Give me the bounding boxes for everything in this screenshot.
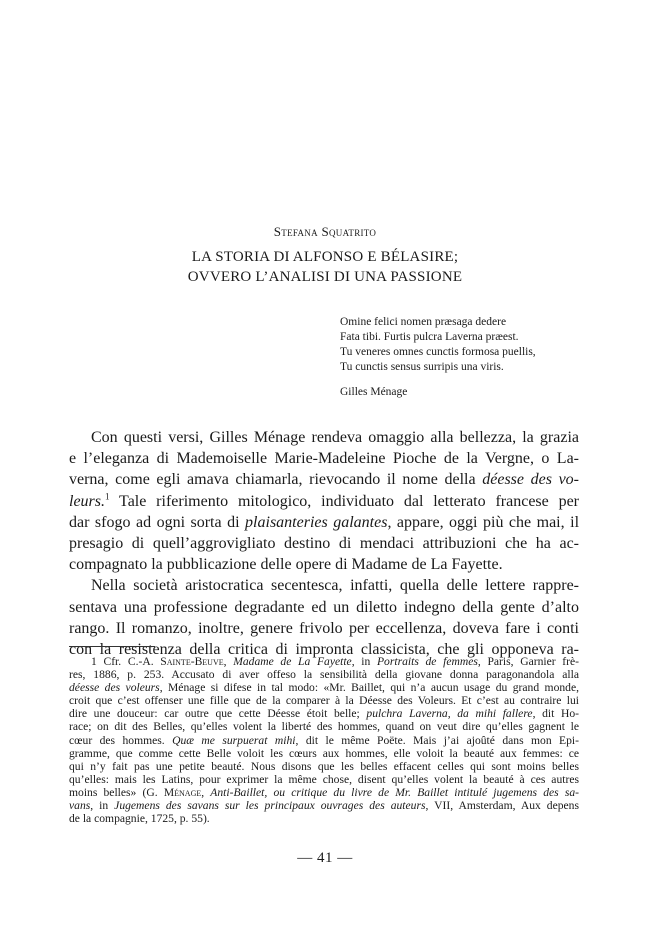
footnotes bbox=[69, 655, 579, 825]
footnote-line: qu’elles: mais les Latins, pour exprimer la même chose, disent qu’elles volent la beauté à ces autres bbox=[69, 772, 579, 786]
body-italic-span: plaisanteries galantes bbox=[245, 513, 388, 531]
body-line bbox=[69, 469, 579, 490]
footnote-line: res, 1886, p. 253. Accusato di aver offeso la sensibilità della giovane donna paragonandola alla bbox=[69, 668, 579, 682]
footnote-italic: Quæ me surpuerat mihi bbox=[172, 733, 296, 747]
footnote-span: dire une douceur: car outre que cette Déesse étoit belle; bbox=[69, 707, 367, 721]
footnote-line bbox=[69, 799, 579, 812]
title-line-1: LA STORIA DI ALFONSO E BÉLASIRE; bbox=[191, 249, 459, 265]
footnote-italic: Anti-Baillet, ou critique du livre de Mr. Baillet intitulé jugemens des sa- bbox=[210, 785, 579, 799]
footnote-line: gramme, que comme cette Belle voloit les cœurs aux hommes, elle voloit la beauté aux femmes: ce bbox=[69, 746, 579, 760]
author-name: Stefana Squatrito bbox=[273, 224, 377, 239]
body-text-span: verna, come egli amava chiamarla, rievocando il nome della bbox=[69, 471, 483, 489]
body-line: compagnato la pubblicazione delle opere di Madame de La Fayette. bbox=[69, 556, 503, 574]
footnote-span: , in bbox=[90, 799, 115, 813]
footnote-line: qui n’y fait pas une petite beauté. Nous disons que les belles effacent celles qui sont moins belles bbox=[69, 759, 579, 773]
footnote-span: moins belles» (G. bbox=[69, 785, 164, 799]
body-line: presagio di quell’aggrovigliato destino di mendaci attribuzioni che ha ac- bbox=[69, 535, 579, 553]
epigraph bbox=[340, 315, 600, 400]
footnote-author: Ménage bbox=[163, 785, 202, 799]
footnote-line bbox=[69, 655, 579, 668]
body-line: sentava una professione degradante ed un diletto indegno della gente d’alto bbox=[69, 598, 579, 616]
body-text bbox=[69, 427, 579, 660]
epigraph-line: Omine felici nomen præsaga dedere bbox=[340, 316, 507, 328]
footnote-author: Sainte-Beuve bbox=[160, 655, 224, 668]
footnote-span: , Paris, Garnier frè- bbox=[477, 655, 579, 668]
footnote-divider bbox=[69, 646, 155, 647]
page-number: — 41 — bbox=[297, 850, 353, 866]
body-line: rango. Il romanzo, inoltre, genere frivolo per eccellenza, doveva fare i conti bbox=[69, 619, 579, 637]
body-line: e l’eleganza di Mademoiselle Marie-Madeleine Pioche de la Vergne, o La- bbox=[69, 450, 579, 468]
footnote-italic: Madame de La Fayette bbox=[233, 655, 352, 668]
title-line-2: OVVERO L’ANALISI DI UNA PASSIONE bbox=[187, 269, 463, 285]
footnote-span: , dit Ho- bbox=[532, 707, 579, 721]
body-line: Con questi versi, Gilles Ménage rendeva omaggio alla bellezza, la grazia bbox=[91, 429, 579, 446]
epigraph-line: Tu veneres omnes cunctis formosa puellis, bbox=[340, 346, 536, 358]
epigraph-attribution: Gilles Ménage bbox=[340, 386, 408, 398]
footnote-number: 1 bbox=[91, 655, 97, 668]
epigraph-line: Tu cunctis sensus surripis una viris. bbox=[340, 361, 504, 373]
footnote-line: de la compagnie, 1725, p. 55). bbox=[69, 812, 210, 826]
body-line bbox=[69, 512, 579, 533]
body-text-span: dar sfogo ad ogni sorta di bbox=[69, 513, 246, 531]
footnote-line bbox=[69, 786, 579, 799]
footnote-span: , bbox=[223, 655, 234, 668]
footnote-line: race; on dit des Belles, qu’elles volent la liberté des hommes, quand on veut dire qu’elles gagnent le bbox=[69, 720, 579, 734]
footnote-italic: Jugemens des savans sur les principaux ouvrages des auteurs bbox=[114, 799, 426, 813]
body-line bbox=[69, 491, 579, 512]
footnote-span: , Ménage si difese in tal modo: «Mr. Baillet, qui n’a aucun usage du grand monde, bbox=[159, 681, 579, 695]
body-line: con la resistenza della critica di impronta classicista, che gli opponeva ra- bbox=[69, 641, 579, 659]
epigraph-line: Fata tibi. Furtis pulcra Laverna præest. bbox=[340, 331, 519, 343]
footnote-italic: pulchra Laverna, da mihi fallere bbox=[366, 707, 533, 721]
footnote-span: , in bbox=[351, 655, 377, 668]
footnote-italic: Portraits de femmes bbox=[376, 655, 478, 668]
footnote-span: cœur des hommes. bbox=[69, 733, 173, 747]
footnote-ref[interactable]: 1 bbox=[105, 491, 110, 502]
footnote-line: croit que c’est offenser une fille que de la comparer à la Déesse des Voleurs. Et c’est au contraire lui bbox=[69, 694, 579, 708]
body-italic-span: leurs. bbox=[69, 492, 105, 510]
footnote-span: , dit le même Poëte. Mais j’ai ajoûté dans mon Epi- bbox=[295, 733, 579, 747]
footnote-span: , bbox=[201, 785, 211, 799]
body-italic-span: déesse des vo- bbox=[482, 471, 579, 489]
footnote-line bbox=[69, 707, 579, 720]
article-title bbox=[0, 247, 650, 287]
footnote-span: , VII, Amsterdam, Aux depens bbox=[425, 799, 579, 813]
footnote-line bbox=[69, 681, 579, 694]
body-text-span: Tale riferimento mitologico, individuato dal letterato francese per bbox=[109, 492, 579, 510]
footnote-line bbox=[69, 734, 579, 747]
body-text-span: , appare, oggi più che mai, il bbox=[387, 513, 579, 531]
footnote-italic: vans bbox=[69, 799, 91, 813]
footnote-italic: déesse des voleurs bbox=[69, 681, 160, 695]
body-line: Nella società aristocratica secentesca, infatti, quella delle lettere rappre- bbox=[91, 577, 579, 595]
footnote-span: Cfr. C.-A. bbox=[96, 655, 161, 668]
